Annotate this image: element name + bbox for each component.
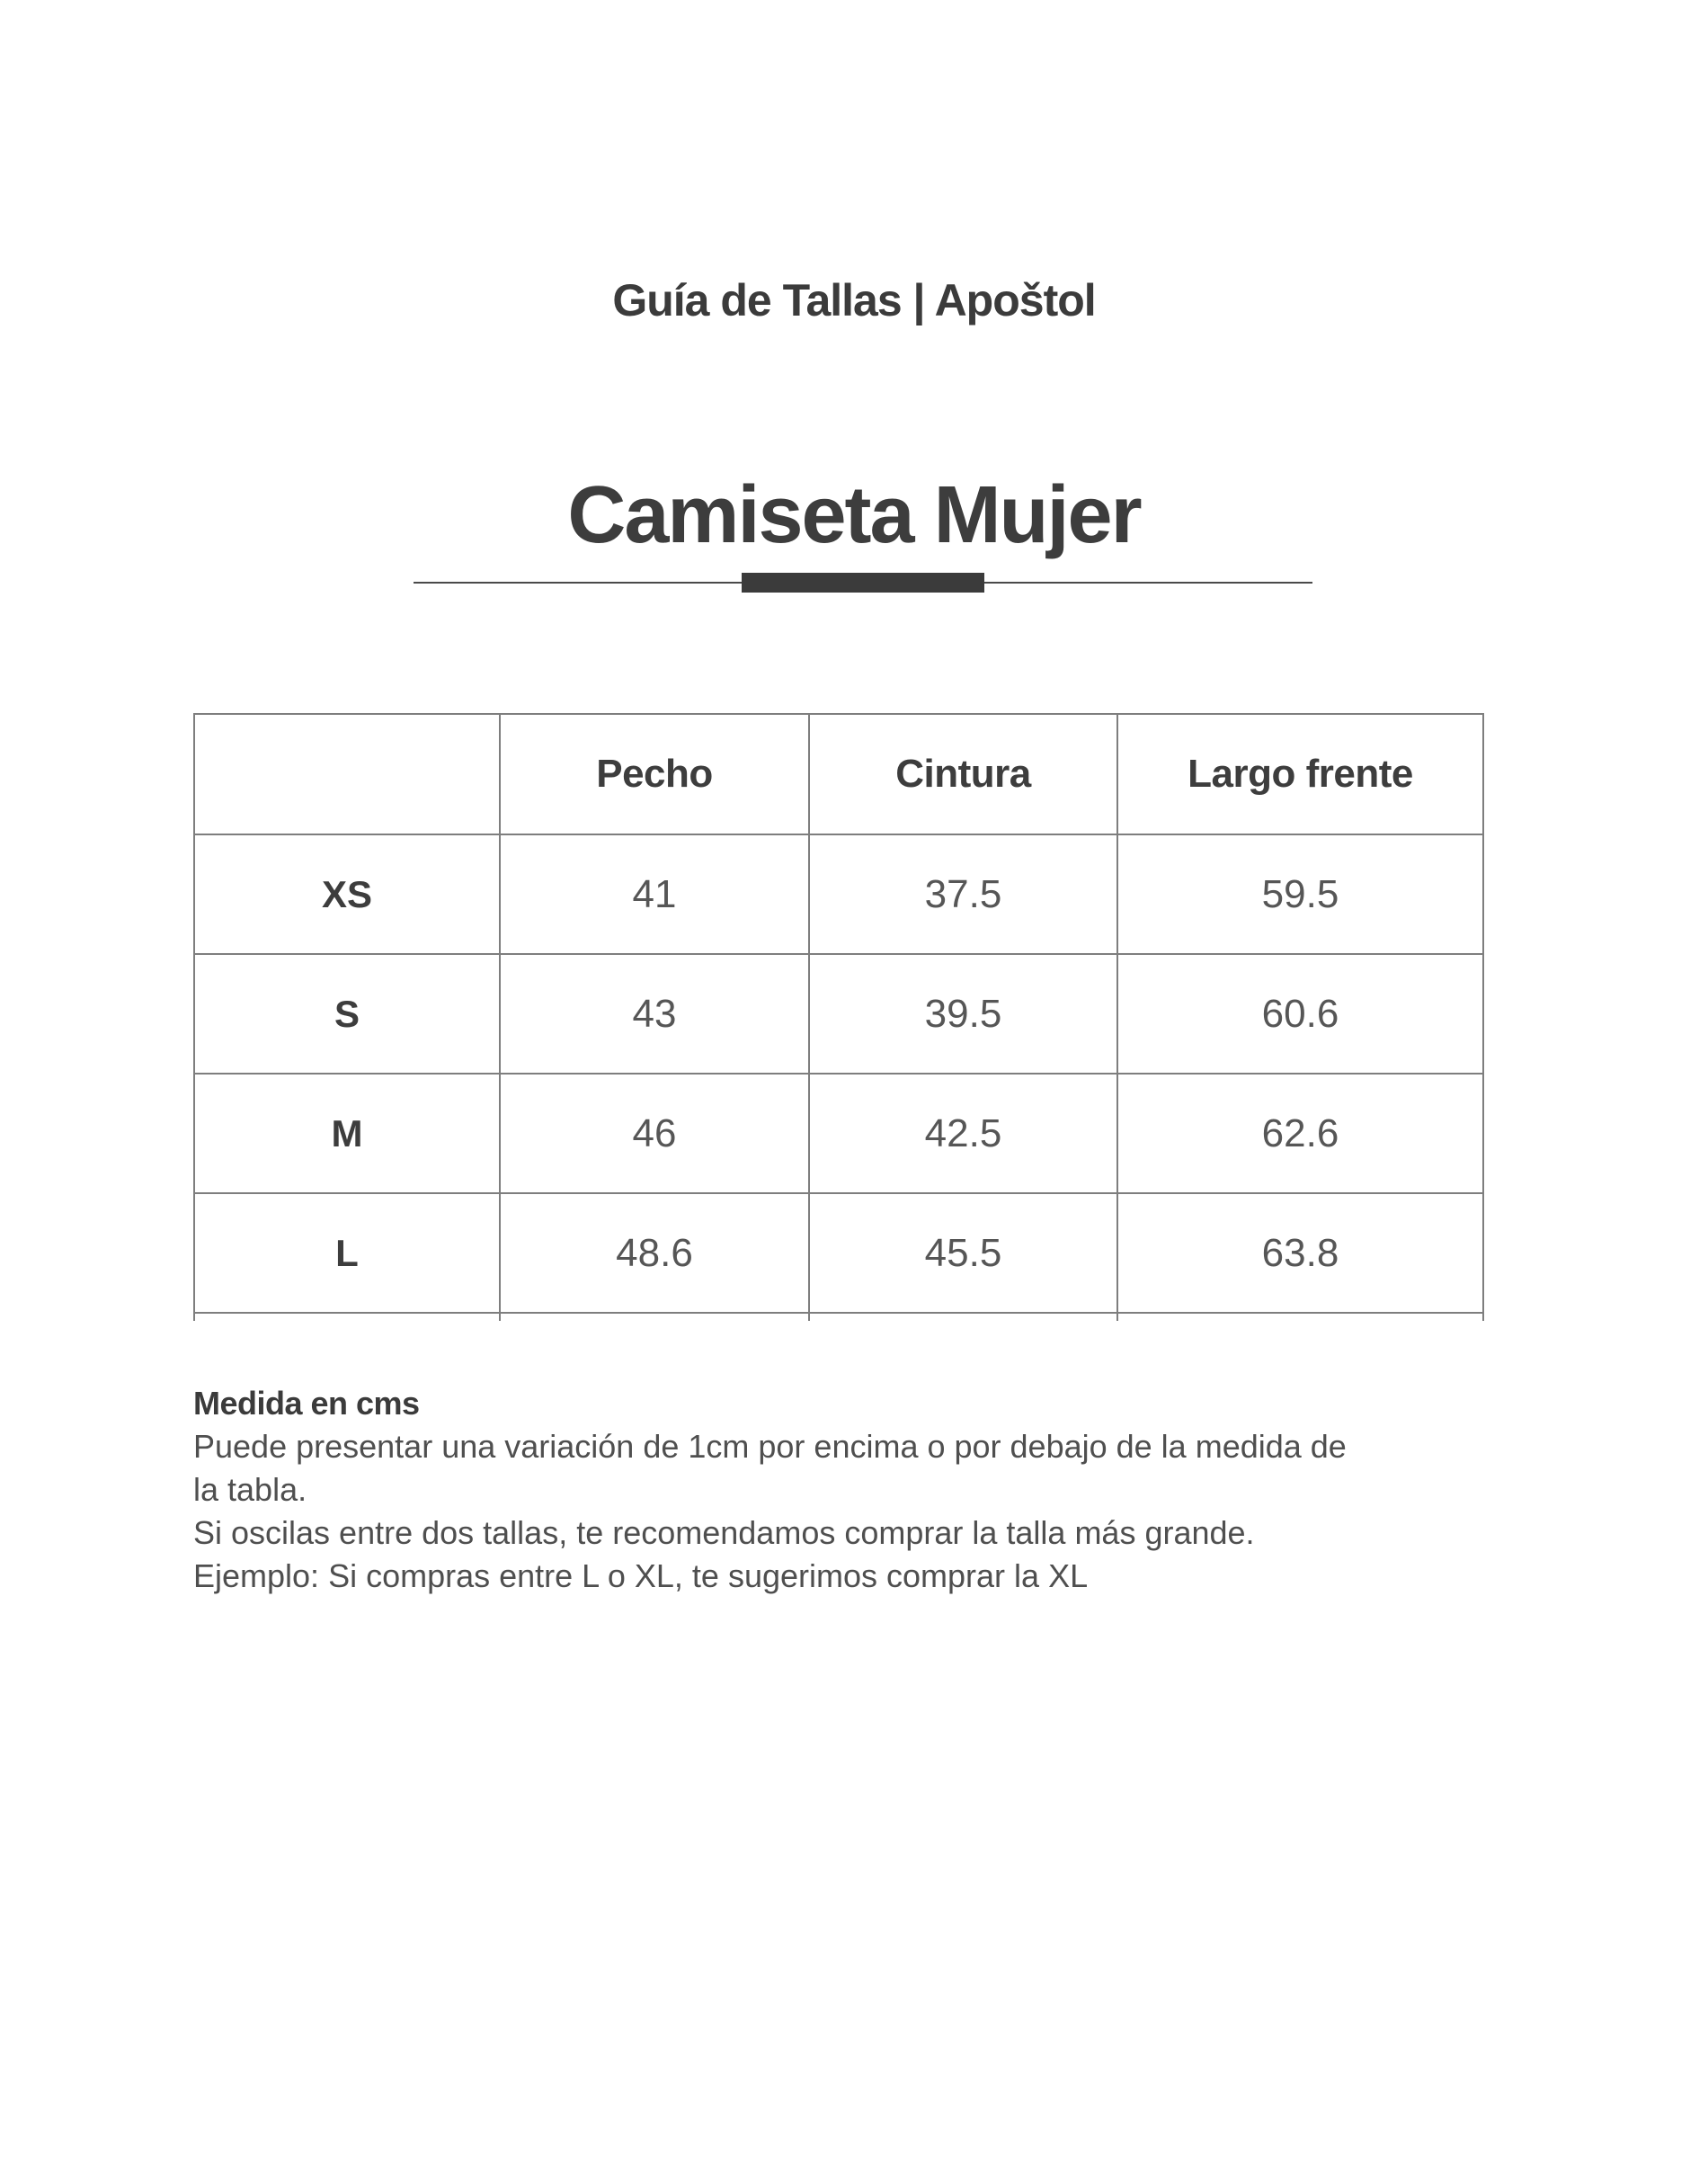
size-label: L	[194, 1193, 500, 1313]
size-label: M	[194, 1074, 500, 1193]
value-cell: 59.5	[1117, 834, 1483, 954]
brand-line: Guía de Tallas | Apoštol	[612, 275, 1096, 325]
table-row-l	[194, 1193, 1483, 1313]
size-label: XS	[194, 834, 500, 954]
divider-bar	[742, 573, 984, 593]
value-cell: 45.5	[809, 1193, 1117, 1313]
value-cell: 63.8	[1117, 1193, 1483, 1313]
value-cell: 48.6	[500, 1193, 809, 1313]
header-row	[194, 714, 1483, 834]
notes-line: Si oscilas entre dos tallas, te recomendamos comprar la talla más grande.	[193, 1514, 1255, 1551]
value-cell: 41	[500, 834, 809, 954]
size-label: S	[194, 954, 500, 1074]
value-cell: 46	[500, 1074, 809, 1193]
notes-line: Ejemplo: Si compras entre L o XL, te sugerimos comprar la XL	[193, 1557, 1089, 1594]
measurement-notes	[193, 1382, 1542, 1598]
column-header-cintura: Cintura	[809, 714, 1117, 834]
size-table	[193, 713, 1484, 1321]
size-table-wrapper	[193, 713, 1488, 1321]
value-cell: 37.5	[809, 834, 1117, 954]
notes-line: la tabla.	[193, 1471, 307, 1508]
value-cell: 42.5	[809, 1074, 1117, 1193]
column-header-pecho: Pecho	[500, 714, 809, 834]
notes-line: Puede presentar una variación de 1cm por encima o por debajo de la medida de	[193, 1428, 1347, 1465]
corner-cell	[194, 714, 500, 834]
notes-heading: Medida en cms	[193, 1385, 420, 1422]
page-title: Camiseta Mujer	[567, 470, 1141, 560]
value-cell: 62.6	[1117, 1074, 1483, 1193]
title-divider	[414, 572, 1312, 593]
table-row-m	[194, 1074, 1483, 1193]
value-cell: 43	[500, 954, 809, 1074]
table-row-s	[194, 954, 1483, 1074]
value-cell: 60.6	[1117, 954, 1483, 1074]
truncated-row	[194, 1313, 1483, 1321]
column-header-largo-frente: Largo frente	[1117, 714, 1483, 834]
value-cell: 39.5	[809, 954, 1117, 1074]
table-row-xs	[194, 834, 1483, 954]
